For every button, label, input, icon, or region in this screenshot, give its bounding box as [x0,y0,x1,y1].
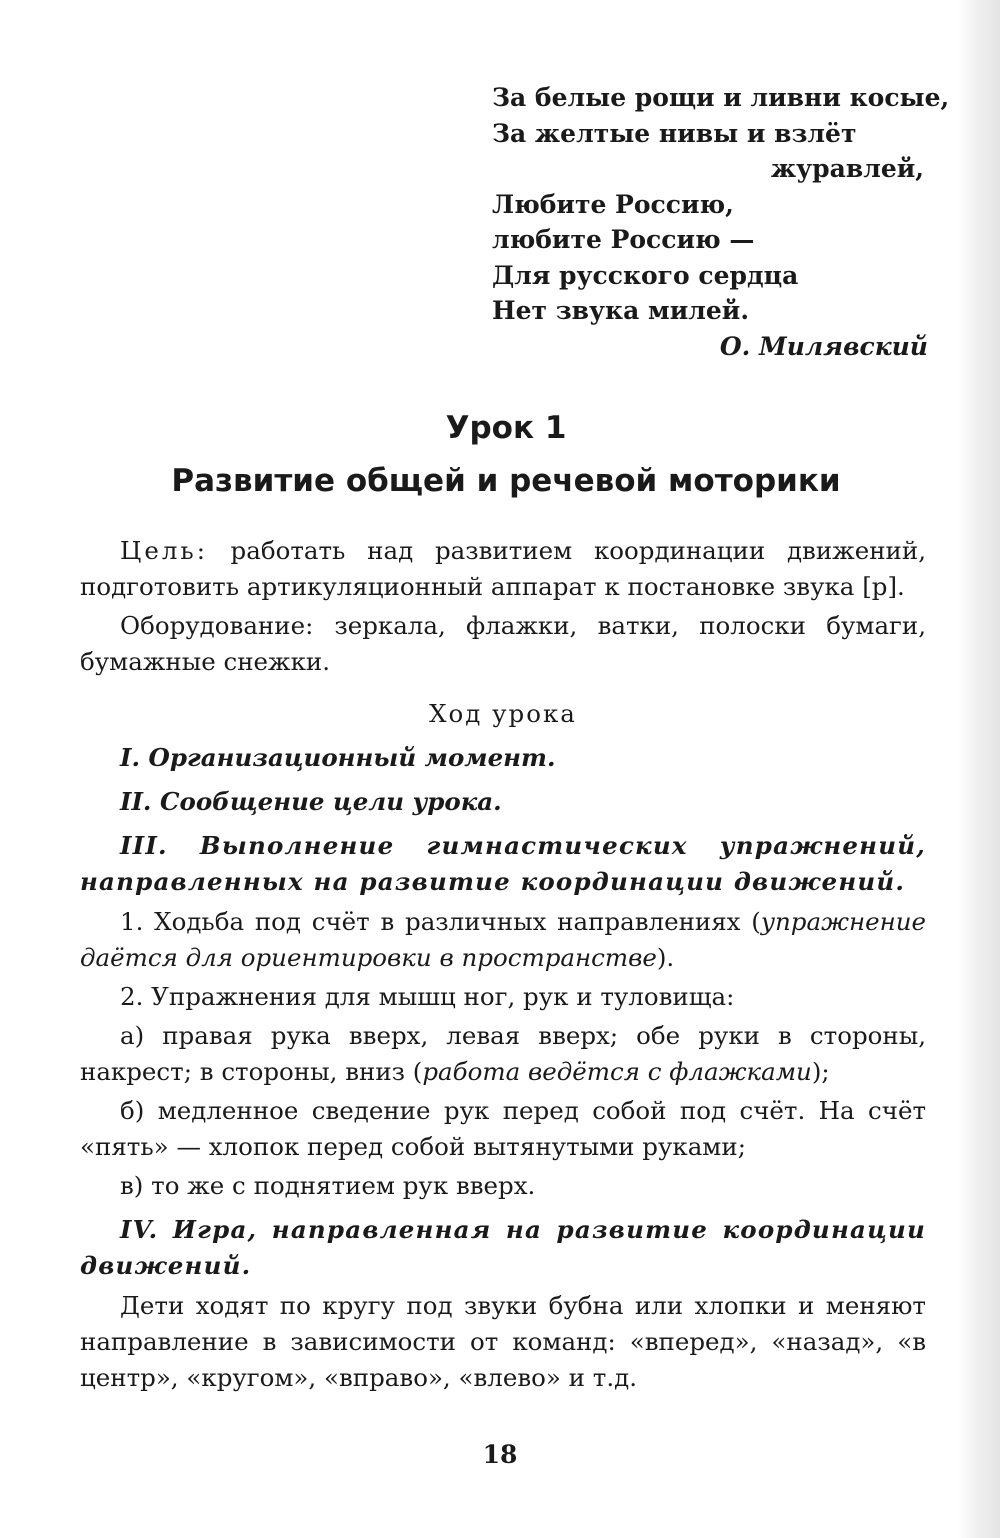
goal-paragraph [80,533,926,605]
poem-line: За желтые нивы и взлёт [492,118,857,148]
poem-line: За белые рощи и ливни косые, [492,83,950,112]
exercise-item-c: в) то же с поднятием рук вверх. [120,1171,536,1200]
equipment-paragraph [80,608,926,680]
goal-label: Цель: [120,536,209,565]
exercise-1-note: упражнение даётся для ориентировки в пространстве [80,907,926,972]
stage-4-heading: IV. Игра, направленная на развитие координации движений. [80,1215,926,1280]
exercise-1-text: 1. Ходьба под счёт в различных направлениях ( [120,907,761,936]
equipment-text: зеркала, флажки, ватки, полоски бумаги, бумажные снежки. [80,611,927,676]
poem-line: Нет звука милей. [492,296,750,325]
poem-line: Для русского сердца [492,260,799,290]
poem-author: О. Милявский [719,331,928,361]
poem-line: Любите Россию, [492,189,734,219]
stage-heading: III. Выполнение гимнастических упражнений, направленных на развитие координации движений. [80,831,926,896]
poem-line: любите Россию — [492,225,755,254]
equipment-label: Оборудование: [120,611,314,640]
exercise-item-a [80,1018,926,1090]
lesson-subtitle: Развитие общей и речевой моторики [171,463,841,499]
exercise-item-2: 2. Упражнения для мышц ног, рук и туловища: [120,982,735,1011]
page-edge-shadow [958,0,1000,1538]
exercise-a-note: работа ведётся с флажками [422,1057,812,1086]
course-heading: Ход урока [429,699,577,728]
lesson-title: Урок 1 [445,410,567,446]
exercise-a-end: ); [811,1057,830,1086]
lesson-body [80,533,926,1396]
exercise-a-text: а) правая рука вверх, левая вверх; обе руки в стороны, накрест; в стороны, вниз ( [80,1021,926,1086]
exercise-1-end: ). [656,943,675,972]
stage-heading: II. Сообщение цели урока. [120,787,502,816]
epigraph-poem [492,80,950,364]
goal-text: работать над развитием координации движений, подготовить артикуляционный аппарат к постановке звука [р]. [80,536,926,601]
exercise-item-1 [80,904,926,976]
page-number: 18 [482,1440,518,1469]
exercise-item-b: б) медленное сведение рук перед собой под счёт. На счёт «пять» — хлопок перед собой вытянутыми руками; [80,1096,926,1161]
game-paragraph: Дети ходят по кругу под звуки бубна или хлопки и меняют направление в зависимости от команд: «вперед», «назад», «в центр», «кругом», «вправо», «влево» и т.д. [80,1291,926,1392]
poem-line: журавлей, [770,154,924,183]
stage-heading: I. Организационный момент. [120,743,556,772]
